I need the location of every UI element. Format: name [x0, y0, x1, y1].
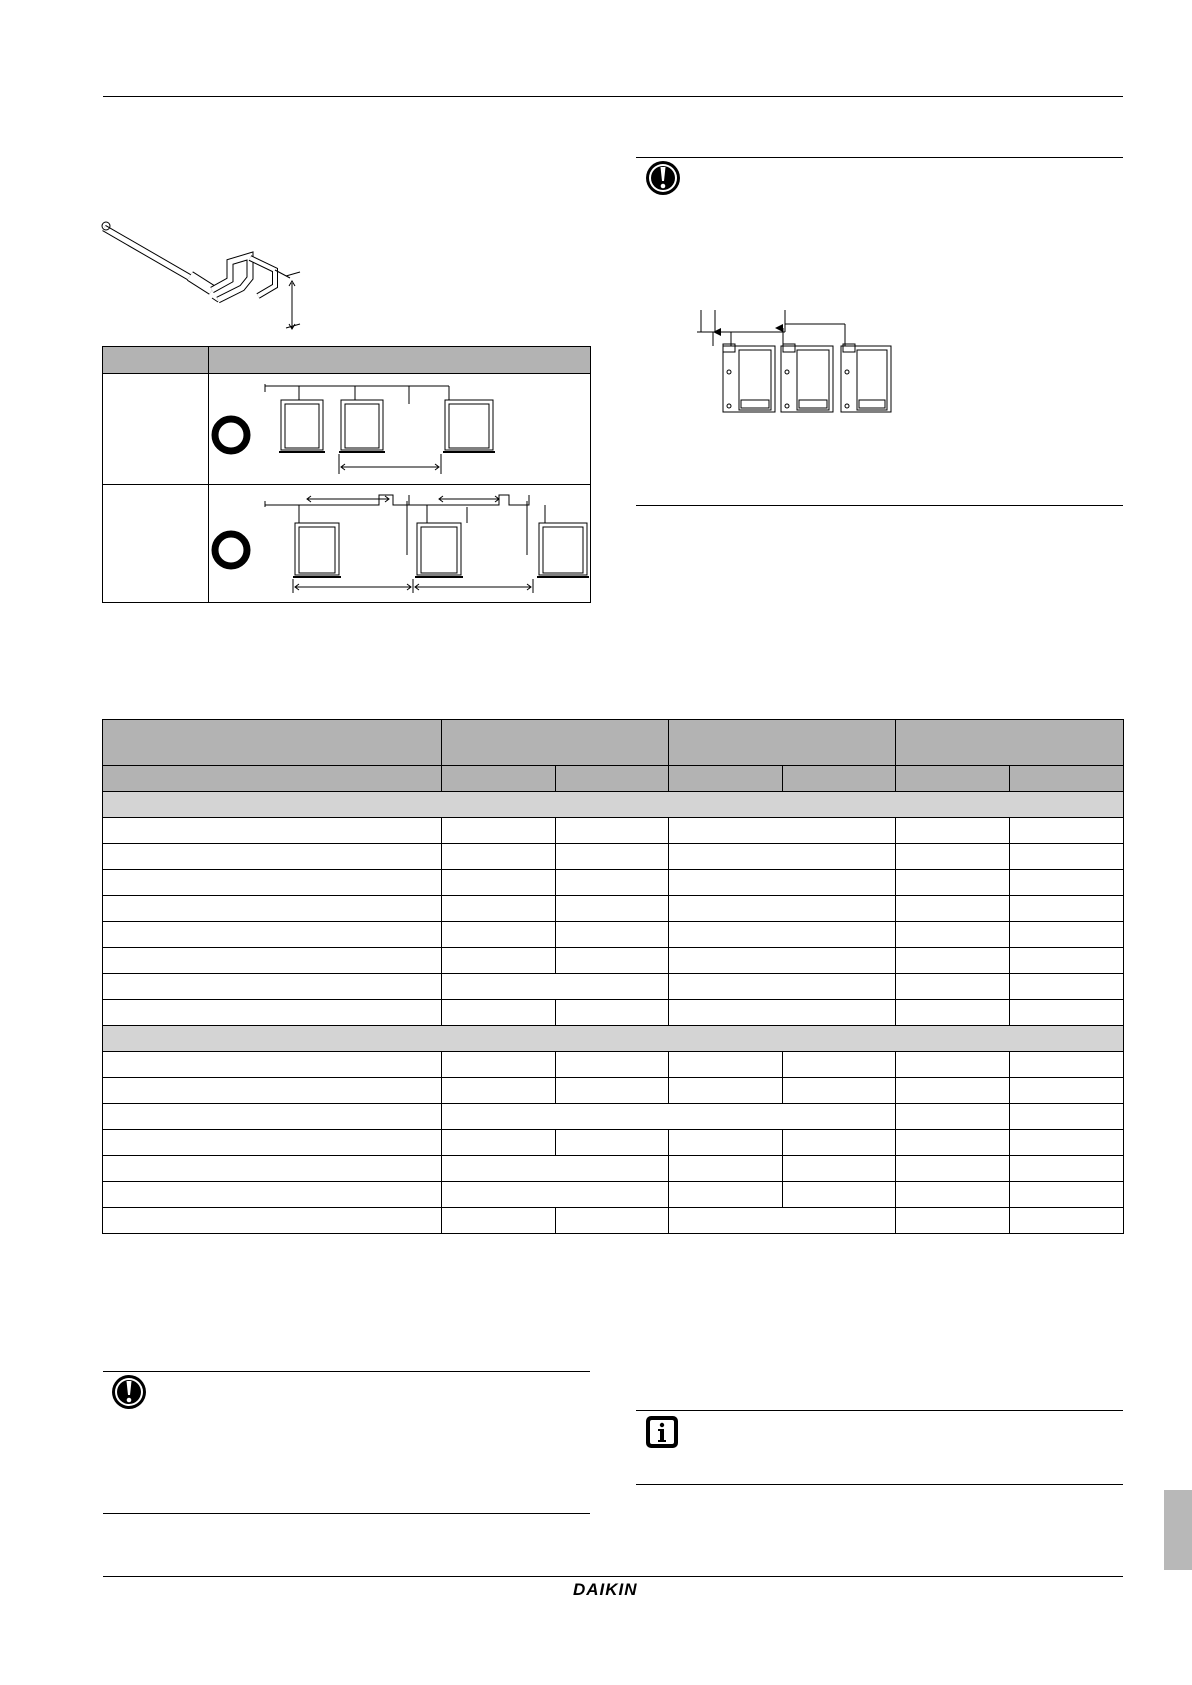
table-row [103, 818, 1124, 844]
table-row [103, 948, 1124, 974]
warning-top-rule [636, 157, 1123, 158]
table-header-row [103, 347, 591, 374]
exclamation-circle-icon [111, 1374, 147, 1410]
table-row [103, 1208, 1124, 1234]
table-row [103, 1182, 1124, 1208]
info-bottom-rule [636, 1484, 1123, 1485]
table-subheader-row [103, 766, 1124, 792]
warning2-bottom-rule [103, 1513, 590, 1514]
table-row [103, 485, 591, 603]
pipe-illustration [100, 218, 310, 333]
footer-rule [103, 1576, 1123, 1577]
correct-layout-diagram [209, 374, 589, 484]
exclamation-circle-icon [645, 160, 681, 196]
info-top-rule [636, 1410, 1123, 1411]
table-section-row [103, 1026, 1124, 1052]
table-row [103, 1052, 1124, 1078]
table-row [103, 870, 1124, 896]
header-rule [103, 96, 1123, 97]
table-row [103, 896, 1124, 922]
table-row [103, 974, 1124, 1000]
table-row [103, 374, 591, 485]
table-header-row [103, 720, 1124, 766]
correct-mark-icon [215, 419, 247, 451]
table-row [103, 1000, 1124, 1026]
table-row [103, 1078, 1124, 1104]
table-row [103, 1156, 1124, 1182]
table-row [103, 1104, 1124, 1130]
specification-table [102, 719, 1124, 1234]
correct-layout-diagram-2 [209, 485, 589, 602]
table-row [103, 922, 1124, 948]
brand-logo: DAIKIN [573, 1580, 638, 1599]
table-row [103, 1130, 1124, 1156]
indoor-units-wiring-diagram [695, 306, 895, 414]
warning2-top-rule [103, 1371, 590, 1372]
information-box-icon [645, 1415, 679, 1449]
chapter-side-tab [1164, 1490, 1192, 1570]
piping-layout-table [102, 346, 591, 603]
table-row [103, 844, 1124, 870]
correct-mark-icon [215, 534, 247, 566]
table-section-row [103, 792, 1124, 818]
warning-bottom-rule [636, 505, 1123, 506]
